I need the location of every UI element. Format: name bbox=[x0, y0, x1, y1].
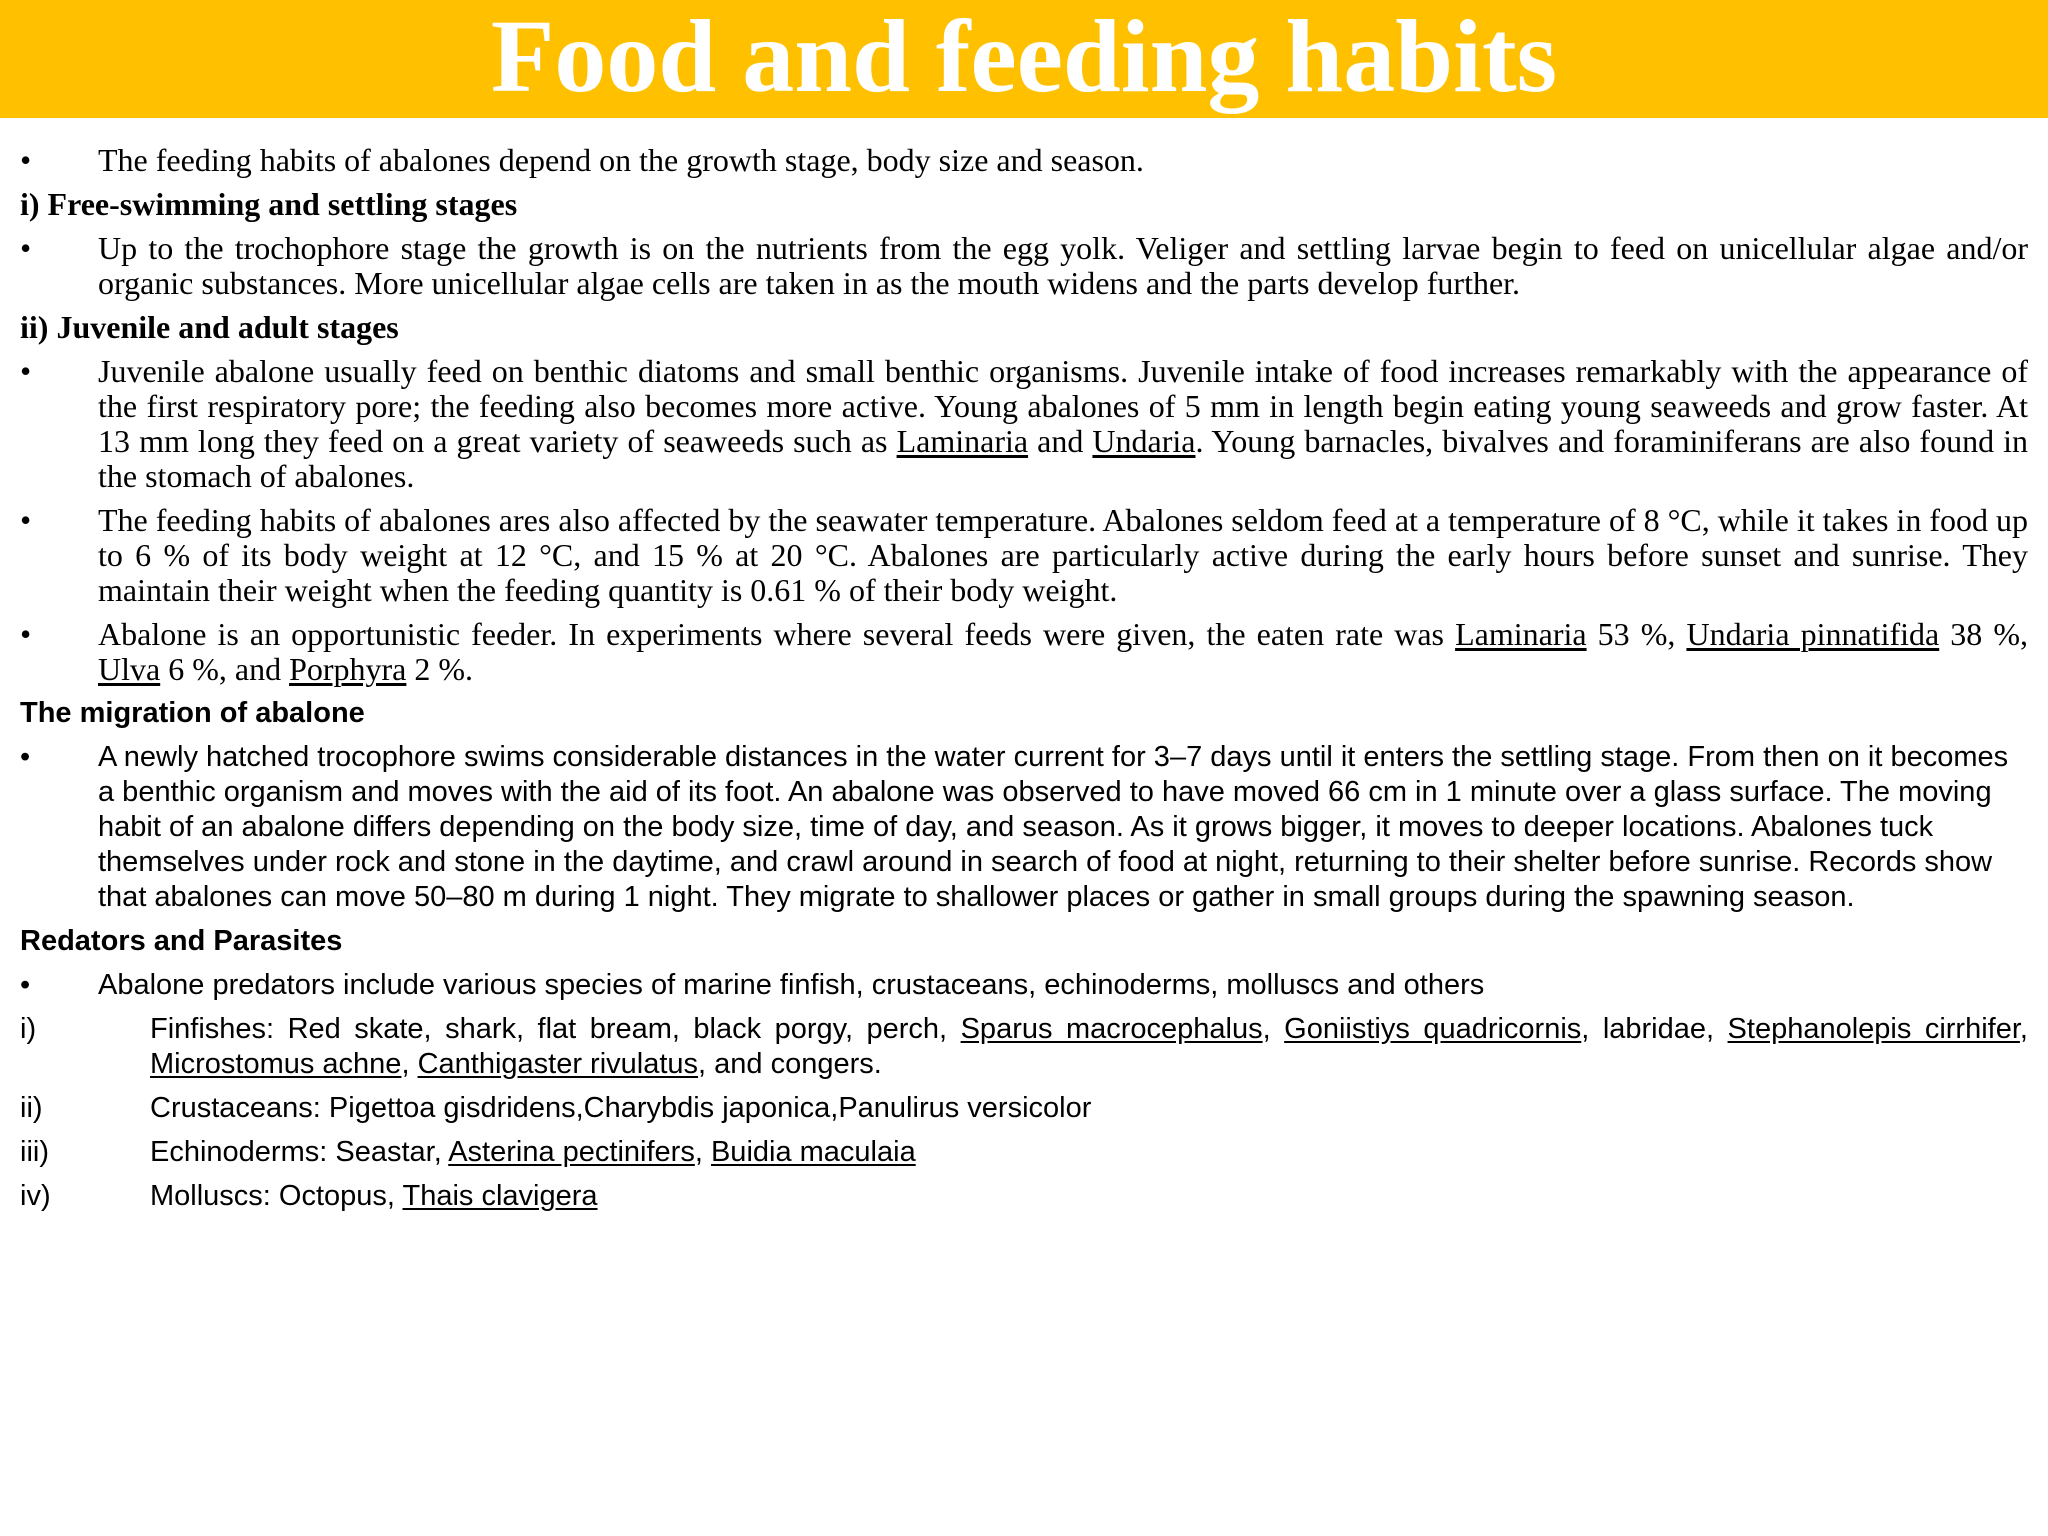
roman-numeral: i) bbox=[20, 1013, 37, 1045]
species-microstomus-achne: Microstomus achne bbox=[150, 1048, 402, 1080]
opportunistic-bullet bbox=[20, 617, 2028, 687]
temperature-text: The feeding habits of abalones ares also affected by the seawater temperature. Abalones seldom feed at a temperature of 8 °C, while it takes in food up to 6 % of its body weight at 12 °C, and 15 % at 20 °C. Abalones are particularly active during the early hours before sunset and sunrise. They maintain their weight when the feeding quantity is 0.61 % of their body weight. bbox=[98, 502, 2028, 608]
section-heading-predators: Redators and Parasites bbox=[20, 925, 343, 957]
bullet-marker: • bbox=[20, 969, 31, 1001]
species-sparus-macrocephalus: Sparus macrocephalus bbox=[960, 1013, 1263, 1045]
crustaceans-text: Crustaceans: Pigettoa gisdridens,Charybdis japonica,Panulirus versicolor bbox=[150, 1092, 1092, 1124]
temperature-bullet bbox=[20, 503, 2028, 608]
roman-numeral: ii) bbox=[20, 1092, 43, 1124]
bullet-marker: • bbox=[20, 142, 32, 178]
species-buidia-maculaia: Buidia maculaia bbox=[710, 1136, 916, 1168]
bullet-marker: • bbox=[20, 502, 32, 538]
roman-numeral: iv) bbox=[20, 1180, 51, 1212]
predators-bullet bbox=[20, 968, 2028, 1003]
opportunistic-text: Abalone is an opportunistic feeder. In experiments where several feeds were given, the eaten rate was Laminaria 53 %, Undaria pinnatifida 38 %, Ulva 6 %, and Porphyra 2 %. bbox=[98, 616, 2029, 687]
species-laminaria: Laminaria bbox=[896, 423, 1029, 459]
free-swimming-text: Up to the trochophore stage the growth is on the nutrients from the egg yolk. Veliger and settling larvae begin to feed on unicellular algae and/or organic substances. More unicellular algae cells are taken in as the mouth widens and the parts develop further. bbox=[98, 230, 2028, 301]
roman-numeral: iii) bbox=[20, 1136, 49, 1168]
intro-text: The feeding habits of abalones depend on the growth stage, body size and season. bbox=[98, 142, 1144, 178]
bullet-marker: • bbox=[20, 616, 32, 652]
species-undaria-pinnatifida: Undaria pinnatifida bbox=[1686, 616, 1940, 652]
bullet-marker: • bbox=[20, 230, 32, 266]
predators-intro: Abalone predators include various species of marine finfish, crustaceans, echinoderms, molluscs and others bbox=[98, 969, 1485, 1001]
species-canthigaster-rivulatus: Canthigaster rivulatus bbox=[417, 1048, 699, 1080]
section-heading-free-swimming: i) Free-swimming and settling stages bbox=[20, 186, 518, 222]
species-goniistiys-quadricornis: Goniistiys quadricornis bbox=[1284, 1013, 1582, 1045]
title-bar bbox=[0, 0, 2048, 118]
predator-item-echinoderms bbox=[20, 1135, 2028, 1170]
species-laminaria: Laminaria bbox=[1455, 616, 1587, 652]
section-heading-juvenile-adult: ii) Juvenile and adult stages bbox=[20, 309, 399, 345]
species-ulva: Ulva bbox=[98, 651, 161, 687]
slide-content bbox=[20, 143, 2028, 1223]
species-stephanolepis-cirrhifer: Stephanolepis cirrhifer bbox=[1727, 1013, 2020, 1045]
finfishes-text: Finfishes: Red skate, shark, flat bream, black porgy, perch, Sparus macrocephalus, Goniistiys quadricornis, labridae, Stephanolepis cirrhifer, Microstomus achne, Canthigaster rivulatus, and congers. bbox=[150, 1013, 2028, 1080]
echinoderms-text: Echinoderms: Seastar, Asterina pectinifers, Buidia maculaia bbox=[150, 1136, 916, 1168]
intro-bullet bbox=[20, 143, 2028, 178]
section-heading-migration: The migration of abalone bbox=[20, 697, 365, 729]
juvenile-bullet bbox=[20, 354, 2028, 494]
bullet-marker: • bbox=[20, 353, 32, 389]
migration-bullet bbox=[20, 740, 2028, 915]
predator-item-molluscs bbox=[20, 1179, 2028, 1214]
species-asterina-pectinifers: Asterina pectinifers bbox=[448, 1136, 695, 1168]
bullet-marker: • bbox=[20, 741, 31, 773]
predator-item-crustaceans bbox=[20, 1091, 2028, 1126]
molluscs-text: Molluscs: Octopus, Thais clavigera bbox=[150, 1180, 598, 1212]
free-swimming-bullet bbox=[20, 231, 2028, 301]
migration-text: A newly hatched trocophore swims considerable distances in the water current for 3–7 days until it enters the settling stage. From then on it becomes a benthic organism and moves with the aid of its foot. An abalone was observed to have moved 66 cm in 1 minute over a glass surface. The moving habit of an abalone differs depending on the body size, time of day, and season. As it grows bigger, it moves to deeper locations. Abalones tuck themselves under rock and stone in the daytime, and crawl around in search of food at night, returning to their shelter before sunrise. Records show that abalones can move 50–80 m during 1 night. They migrate to shallower places or gather in small groups during the spawning season. bbox=[98, 741, 2009, 913]
species-thais-clavigera: Thais clavigera bbox=[402, 1180, 598, 1212]
page-title: Food and feeding habits bbox=[490, 0, 1558, 114]
species-undaria: Undaria bbox=[1092, 423, 1196, 459]
predator-item-finfishes bbox=[20, 1012, 2028, 1082]
juvenile-text: Juvenile abalone usually feed on benthic diatoms and small benthic organisms. Juvenile intake of food increases remarkably with the appearance of the first respiratory pore; the feeding also becomes more active. Young abalones of 5 mm in length begin eating young seaweeds and grow faster. At 13 mm long they feed on a great variety of seaweeds such as Laminaria and Undaria. Young barnacles, bivalves and foraminiferans are also found in the stomach of abalones. bbox=[98, 353, 2029, 494]
species-porphyra: Porphyra bbox=[289, 651, 407, 687]
